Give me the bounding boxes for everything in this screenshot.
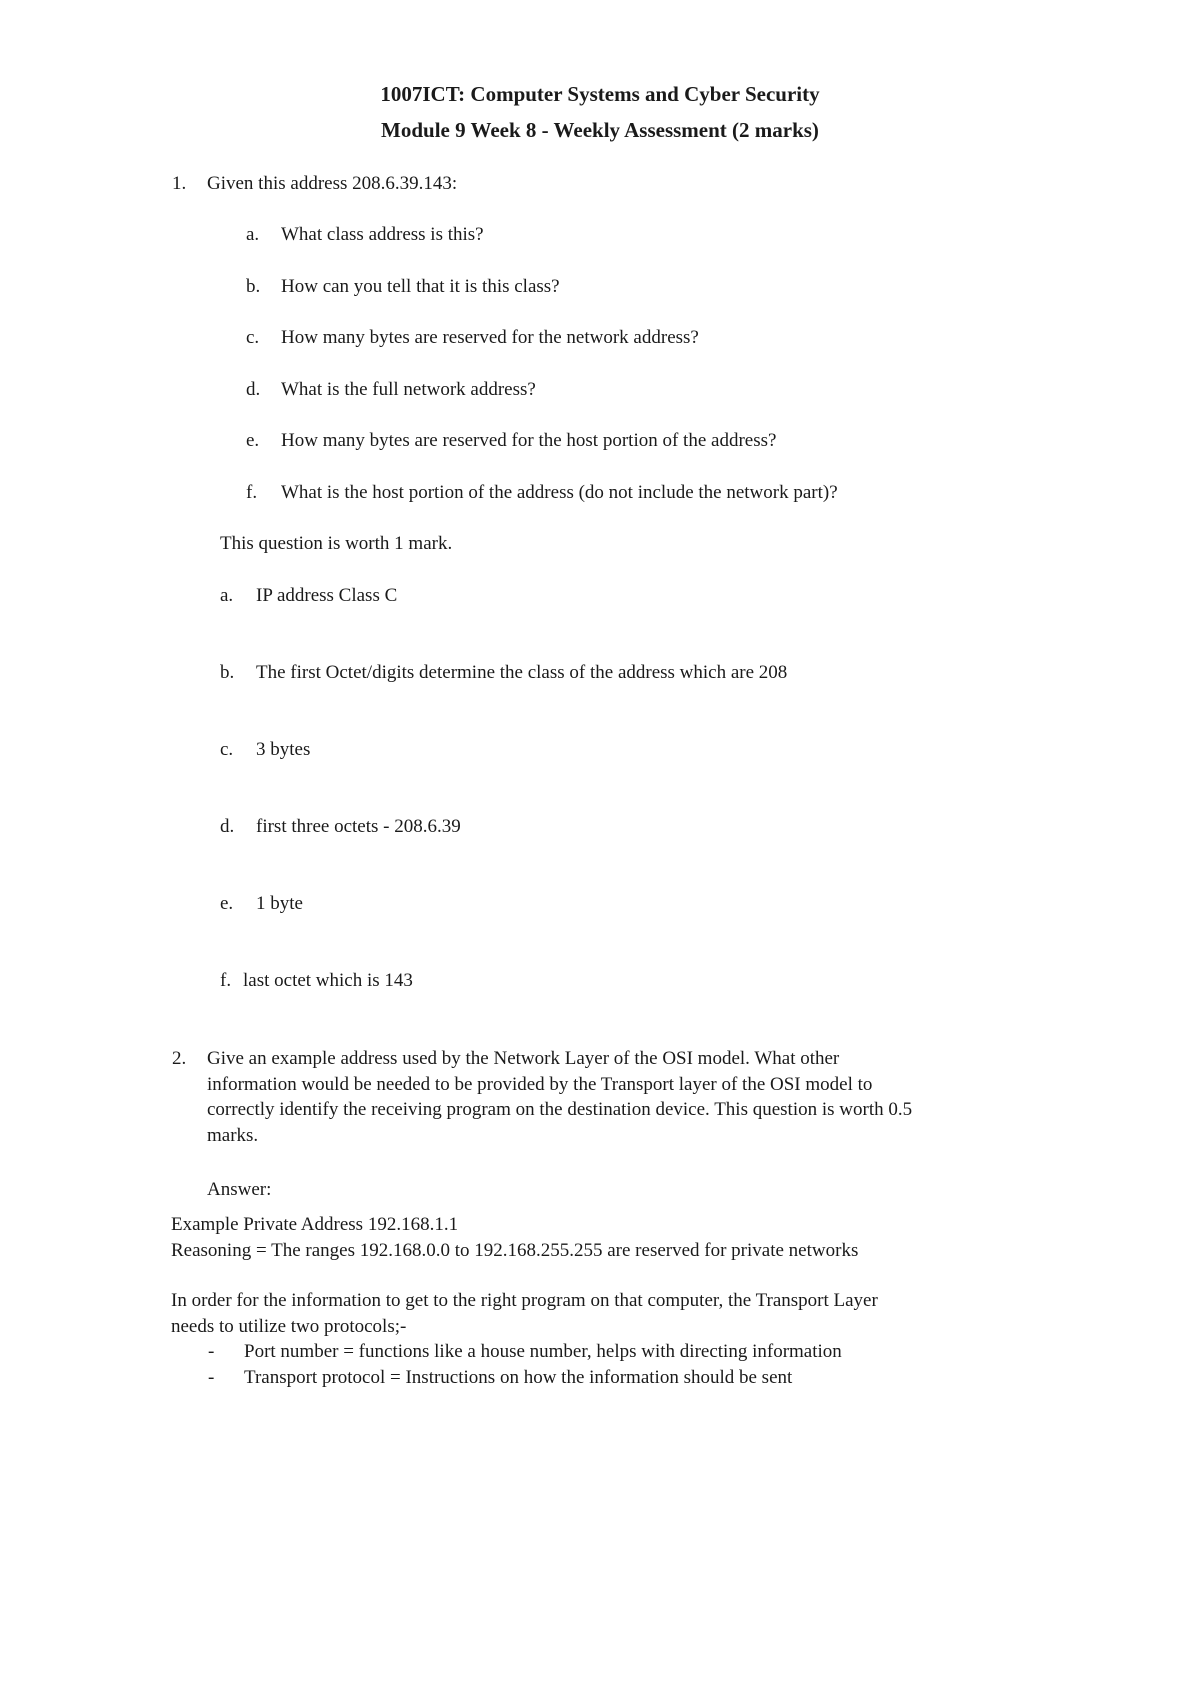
- subquestion-text: What is the host portion of the address (do not include the network part)?: [281, 482, 838, 503]
- question-1-number: 1.: [172, 173, 187, 194]
- answer-text: The first Octet/digits determine the class of the address which are 208: [256, 662, 788, 683]
- subquestion-letter: e.: [246, 430, 260, 451]
- answer-text: 1 byte: [256, 893, 303, 914]
- question-2-line: information would be needed to be provided by the Transport layer of the OSI model to: [207, 1073, 873, 1095]
- transport-layer-block: [171, 1288, 878, 1339]
- question-1-worth: This question is worth 1 mark.: [220, 533, 453, 554]
- bullet-marker: -: [208, 1367, 215, 1388]
- answer-label: Answer:: [207, 1179, 272, 1200]
- subquestion-letter: c.: [246, 327, 260, 348]
- course-title: 1007ICT: Computer Systems and Cyber Security: [380, 82, 820, 106]
- subquestion-letter: f.: [246, 482, 258, 503]
- answer-letter: e.: [220, 893, 234, 914]
- answer-letter: a.: [220, 585, 234, 606]
- example-address-block: [171, 1212, 858, 1263]
- question-2-number: 2.: [172, 1048, 187, 1069]
- transport-line: In order for the information to get to the right program on that computer, the Transport Layer: [171, 1290, 878, 1311]
- subquestion-letter: a.: [246, 224, 260, 245]
- question-2-line: marks.: [207, 1124, 259, 1146]
- question-2-line: correctly identify the receiving program on the destination device. This question is worth 0.5: [207, 1099, 913, 1120]
- example-line: Example Private Address 192.168.1.1: [171, 1214, 459, 1235]
- subquestion-letter: b.: [246, 276, 261, 297]
- assessment-title: Module 9 Week 8 - Weekly Assessment (2 marks): [381, 118, 819, 142]
- answer-text: IP address Class C: [256, 585, 398, 606]
- answer-letter: c.: [220, 739, 234, 760]
- question-2-prompt: [207, 1046, 912, 1148]
- bullet-text: Transport protocol = Instructions on how the information should be sent: [244, 1367, 793, 1388]
- subquestion-text: What class address is this?: [281, 224, 484, 245]
- question-1-prompt: Given this address 208.6.39.143:: [207, 173, 458, 194]
- transport-line: needs to utilize two protocols;-: [171, 1315, 407, 1337]
- answer-letter: b.: [220, 662, 235, 683]
- subquestion-text: How many bytes are reserved for the network address?: [281, 327, 699, 348]
- answer-text: last octet which is 143: [243, 970, 413, 991]
- question-2-line: Give an example address used by the Network Layer of the OSI model. What other: [207, 1048, 840, 1069]
- bullet-text: Port number = functions like a house number, helps with directing information: [244, 1341, 842, 1362]
- answer-letter: f.: [220, 970, 232, 991]
- bullet-marker: -: [208, 1341, 215, 1362]
- answer-letter: d.: [220, 816, 235, 837]
- answer-text: 3 bytes: [256, 739, 311, 760]
- reasoning-line: Reasoning = The ranges 192.168.0.0 to 192.168.255.255 are reserved for private networks: [171, 1239, 859, 1261]
- subquestion-letter: d.: [246, 379, 261, 400]
- subquestion-text: How many bytes are reserved for the host portion of the address?: [281, 430, 777, 451]
- answer-text: first three octets - 208.6.39: [256, 816, 461, 837]
- subquestion-text: How can you tell that it is this class?: [281, 276, 560, 297]
- subquestion-text: What is the full network address?: [281, 379, 536, 400]
